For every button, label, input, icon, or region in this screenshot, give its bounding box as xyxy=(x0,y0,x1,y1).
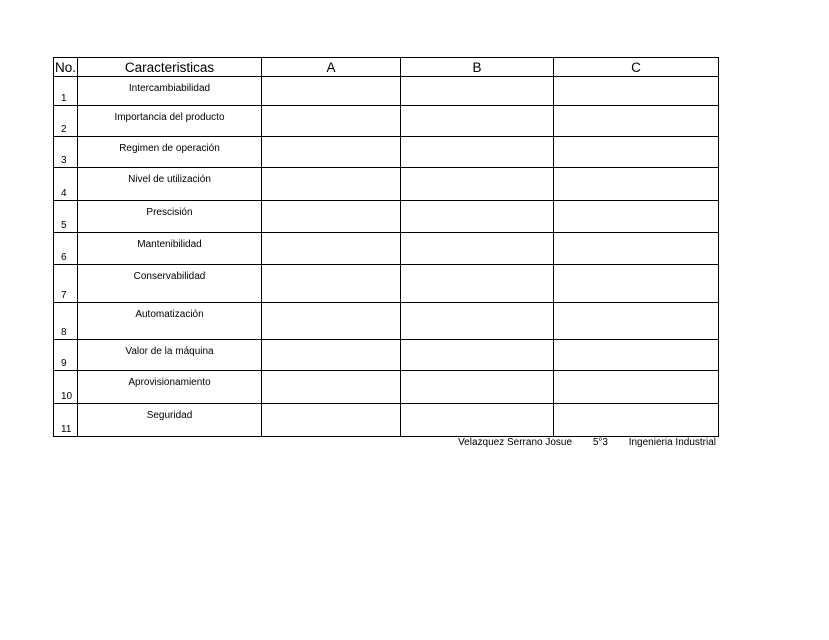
cell-b[interactable] xyxy=(401,77,554,106)
characteristic-name: Regimen de operación xyxy=(78,137,262,168)
header-a: A xyxy=(262,58,401,77)
cell-c[interactable] xyxy=(554,106,719,137)
row-number: 5 xyxy=(54,201,78,233)
cell-a[interactable] xyxy=(262,233,401,265)
row-number: 6 xyxy=(54,233,78,265)
cell-c[interactable] xyxy=(554,77,719,106)
cell-c[interactable] xyxy=(554,201,719,233)
cell-a[interactable] xyxy=(262,303,401,340)
table-row xyxy=(54,137,719,168)
table-row xyxy=(54,77,719,106)
characteristic-name: Prescisión xyxy=(78,201,262,233)
header-characteristic: Caracteristicas xyxy=(78,58,262,77)
characteristic-name: Automatización xyxy=(78,303,262,340)
cell-c[interactable] xyxy=(554,137,719,168)
table-row xyxy=(54,404,719,437)
cell-a[interactable] xyxy=(262,77,401,106)
cell-b[interactable] xyxy=(401,303,554,340)
row-number: 11 xyxy=(54,404,78,437)
characteristic-name: Importancia del producto xyxy=(78,106,262,137)
table-row xyxy=(54,265,719,303)
row-number: 10 xyxy=(54,371,78,404)
cell-b[interactable] xyxy=(401,201,554,233)
row-number: 8 xyxy=(54,303,78,340)
table-row xyxy=(54,106,719,137)
cell-c[interactable] xyxy=(554,168,719,201)
student-name: Velazquez Serrano Josue xyxy=(458,437,573,448)
cell-b[interactable] xyxy=(401,265,554,303)
row-number: 9 xyxy=(54,340,78,371)
footer-signature xyxy=(458,437,716,448)
header-b: B xyxy=(401,58,554,77)
student-career: Ingenieria Industrial xyxy=(628,437,716,448)
characteristic-name: Seguridad xyxy=(78,404,262,437)
cell-b[interactable] xyxy=(401,404,554,437)
student-group: 5°3 xyxy=(592,437,608,448)
table-body xyxy=(54,77,719,437)
cell-c[interactable] xyxy=(554,371,719,404)
cell-a[interactable] xyxy=(262,106,401,137)
table-row xyxy=(54,233,719,265)
cell-b[interactable] xyxy=(401,106,554,137)
cell-b[interactable] xyxy=(401,168,554,201)
cell-c[interactable] xyxy=(554,404,719,437)
header-c: C xyxy=(554,58,719,77)
cell-b[interactable] xyxy=(401,371,554,404)
cell-a[interactable] xyxy=(262,201,401,233)
table-row xyxy=(54,340,719,371)
cell-c[interactable] xyxy=(554,233,719,265)
cell-b[interactable] xyxy=(401,233,554,265)
cell-b[interactable] xyxy=(401,137,554,168)
table-row xyxy=(54,168,719,201)
row-number: 3 xyxy=(54,137,78,168)
cell-a[interactable] xyxy=(262,137,401,168)
table-row xyxy=(54,371,719,404)
cell-c[interactable] xyxy=(554,340,719,371)
cell-a[interactable] xyxy=(262,265,401,303)
row-number: 1 xyxy=(54,77,78,106)
cell-b[interactable] xyxy=(401,340,554,371)
cell-a[interactable] xyxy=(262,168,401,201)
table-row xyxy=(54,303,719,340)
cell-a[interactable] xyxy=(262,371,401,404)
characteristic-name: Mantenibilidad xyxy=(78,233,262,265)
characteristic-name: Intercambiabilidad xyxy=(78,77,262,106)
row-number: 4 xyxy=(54,168,78,201)
characteristic-name: Valor de la máquina xyxy=(78,340,262,371)
row-number: 2 xyxy=(54,106,78,137)
characteristic-name: Aprovisionamiento xyxy=(78,371,262,404)
characteristic-name: Conservabilidad xyxy=(78,265,262,303)
header-no: No. xyxy=(54,59,76,75)
characteristics-table xyxy=(53,57,719,437)
header-row xyxy=(54,58,719,77)
row-number: 7 xyxy=(54,265,78,303)
characteristic-name: Nivel de utilización xyxy=(78,168,262,201)
cell-c[interactable] xyxy=(554,303,719,340)
cell-a[interactable] xyxy=(262,340,401,371)
cell-a[interactable] xyxy=(262,404,401,437)
cell-c[interactable] xyxy=(554,265,719,303)
table-row xyxy=(54,201,719,233)
